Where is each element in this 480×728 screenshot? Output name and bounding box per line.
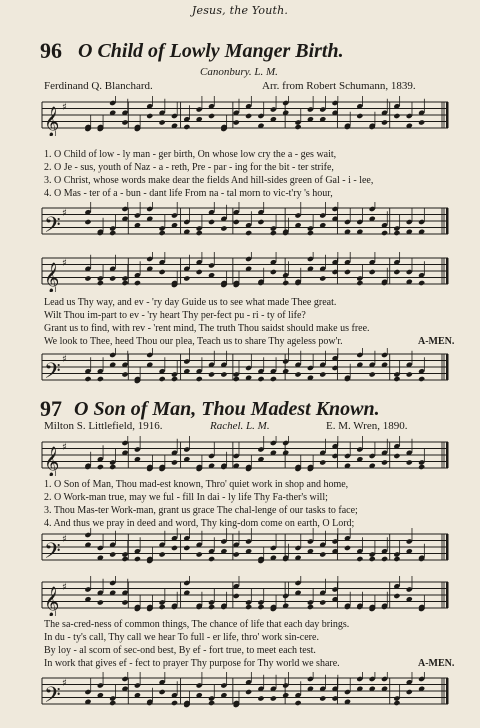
hymn-title: O Child of Lowly Manger Birth. [78,40,344,62]
music-system-96b [36,202,452,242]
music-system-97d [36,672,452,712]
hymn-number: 96 [40,38,62,63]
verse-line: 4. O Mas - ter of a - bun - dant life From na - tal morn to vic-t'ry 's hour, [44,188,333,199]
page-header: Jesus, the Youth. [191,4,289,17]
music-system-97c [36,576,452,616]
verse-line: 3. O Christ, whose words make dear the fields And hill-sides green of Gal - i - lee, [44,175,374,186]
author-credit: Ferdinand Q. Blanchard. [44,80,153,92]
svg-text:♯: ♯ [62,582,67,593]
svg-text:𝄞: 𝄞 [44,447,60,476]
verse-line: 3. Thou Mas-ter Work-man, grant us grace The chal-lenge of our tasks to face; [44,505,358,516]
arranger-credit: E. M. Wren, 1890. [326,420,408,432]
verse-line: 1. O Son of Man, Thou mad-est known, Thro' quiet work in shop and home, [44,479,349,490]
music-system-96a [36,96,452,136]
music-system-96d [36,348,452,388]
svg-text:♯: ♯ [62,442,67,453]
amen-label: A-MEN. [418,336,455,347]
hymn-title: O Son of Man, Thou Madest Known. [74,398,380,420]
svg-text:𝄞: 𝄞 [44,263,60,292]
verse-line: 1. O Child of low - ly man - ger birth, On whose low cry the a - ges wait, [44,149,337,160]
author-credit: Milton S. Littlefield, 1916. [44,420,163,432]
svg-text:♯: ♯ [62,678,67,689]
verse-line: 2. O Je - sus, youth of Naz - a - reth, Pre - par - ing for the bit - ter strife, [44,162,334,173]
svg-text:♯: ♯ [62,208,67,219]
verse-line: Wilt Thou im-part to ev - 'ry heart Thy per-fect pu - ri - ty of life? [44,310,306,321]
music-system-96c [36,252,452,292]
svg-text:𝄢: 𝄢 [44,359,61,388]
svg-text:♯: ♯ [62,354,67,365]
hymn-number: 97 [40,396,62,421]
verse-line: In work that gives ef - fect to prayer Thy purpose for Thy world we share. [44,658,340,669]
music-system-97b [36,528,452,568]
arranger-credit: Arr. from Robert Schumann, 1839. [262,80,416,92]
verse-line: The sa-cred-ness of common things, The chance of life that each day brings. [44,619,350,630]
verse-line: Grant us to find, with rev - 'rent mind, The truth Thou saidst should make us free. [44,323,370,334]
svg-text:♯: ♯ [62,534,67,545]
svg-text:♯: ♯ [62,102,67,113]
svg-text:𝄢: 𝄢 [44,683,61,712]
verse-line: Lead us Thy way, and ev - 'ry day Guide us to see what made Thee great. [44,297,337,308]
tune-name: Rachel. L. M. [210,420,270,432]
verse-line: In du - ty's call, Thy call we hear To full - er life, thro' work sin-cere. [44,632,319,643]
svg-text:𝄢: 𝄢 [44,213,61,242]
tune-name: Canonbury. L. M. [200,66,278,78]
svg-text:𝄞: 𝄞 [44,107,60,136]
amen-label: A-MEN. [418,658,455,669]
svg-text:𝄢: 𝄢 [44,539,61,568]
svg-text:♯: ♯ [62,258,67,269]
verse-line: 4. And thus we pray in deed and word, Thy king-dom come on earth, O Lord; [44,518,355,529]
svg-text:𝄞: 𝄞 [44,587,60,616]
music-system-97a [36,436,452,476]
verse-line: We look to Thee, heed Thou our plea, Teach us to share Thy ageless pow'r. [44,336,343,347]
verse-line: 2. O Work-man true, may we ful - fill In dai - ly life Thy Fa-ther's will; [44,492,328,503]
verse-line: By loy - al scorn of sec-ond best, By ef - fort true, to meet each test. [44,645,316,656]
